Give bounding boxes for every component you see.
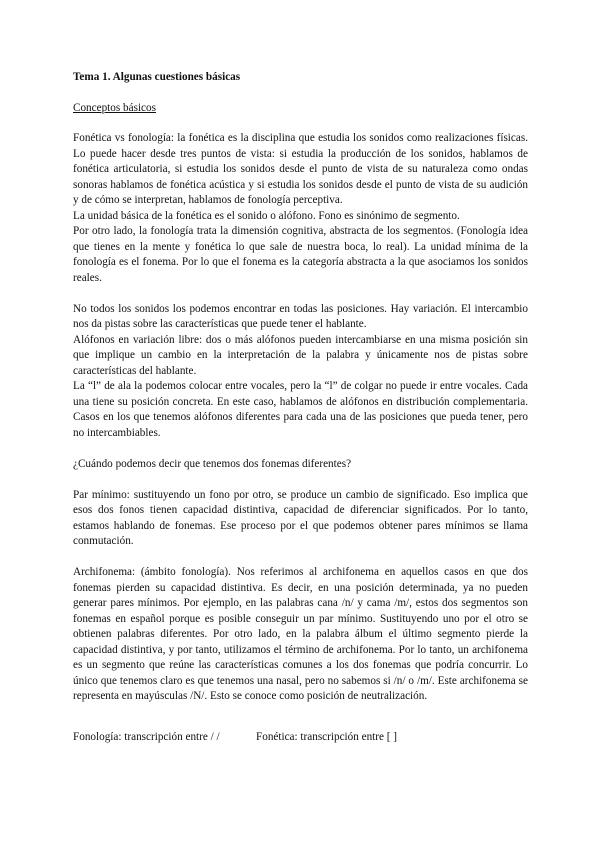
- fonetica-note: Fonética: transcripción entre [ ]: [256, 731, 398, 743]
- transcription-notes: [73, 730, 528, 746]
- paragraph-variacion-libre: Alófonos en variación libre: dos o más alófonos pueden intercambiarse en una misma posición sin que implique un cambio en la interpretación de la palabra y únicamente nos de pistas sobre características del hablante.: [73, 333, 528, 377]
- paragraph-par-minimo: Par mínimo: sustituyendo un fono por otro, se produce un cambio de significado. Eso implica que esos dos fonos tienen capacidad distintiva, capacidad de diferenciar significados. Por lo tanto, estamos hablando de fonemas. Ese proceso por el que podemos obtener pares mínimos se llama conmutación.: [73, 488, 528, 547]
- document-title: Tema 1. Algunas cuestiones básicas: [73, 71, 241, 83]
- fonologia-note: Fonología: transcripción entre / /: [73, 731, 220, 743]
- paragraph-archifonema: Archifonema: (ámbito fonología). Nos referimos al archifonema en aquellos casos en que dos fonemas pierden su capacidad distintiva. Es decir, en una posición determinada, ya no pueden generar pares mínimos. Por ejemplo, en las palabras cana /n/ y cama /m/, estos dos segmentos son fonemas en español porque es posible conseguir un par mínimo. Sustituyendo uno por el otro se obtienen palabras diferentes. Por otro lado, en la palabra álbum el último segmento pierde la capacidad distintiva, y por tanto, utilizamos el término de archifonema. Por lo tanto, un archifonema es un segmento que reúne las características comunes a los dos fonemas que podría concurrir. Lo único que tenemos claro es que tenemos una nasal, pero no sabemos si /n/ o /m/. Este archifonema se representa en mayúsculas /N/. Esto se conoce como posición de neutralización.: [73, 566, 528, 702]
- paragraph-distribucion-complementaria: La “l” de ala la podemos colocar entre vocales, pero la “l” de colgar no puede ir entre vocales. Cada una tiene su posición concreta. En este caso, hablamos de alófonos en distribución complementaria. Casos en los que tenemos alófonos diferentes para cada una de las posiciones que pueda tener, pero no intercambiables.: [73, 380, 528, 439]
- section-heading: Conceptos básicos: [73, 101, 156, 114]
- paragraph-unidad-basica: La unidad básica de la fonética es el sonido o alófono. Fono es sinónimo de segmento.: [73, 209, 460, 222]
- paragraph-variacion: No todos los sonidos los podemos encontrar en todas las posiciones. Hay variación. El intercambio nos da pistas sobre las características que puede tener el hablante.: [73, 302, 528, 330]
- question-heading: ¿Cuándo podemos decir que tenemos dos fonemas diferentes?: [73, 457, 352, 470]
- document-page: [73, 70, 528, 746]
- paragraph-fonetica-vs-fonologia: Fonética vs fonología: la fonética es la disciplina que estudia los sonidos como realizaciones físicas. Lo puede hacer desde tres puntos de vista: si estudia la producción de los sonidos, hablamos de fonética articulatoria, si estudia los sonidos desde el punto de vista de su naturaleza como ondas sonoras hablamos de fonética acústica y si estudia los sonidos desde el punto de vista de su audición y de cómo se interpretan, hablamos de fonología perceptiva.: [73, 132, 528, 206]
- paragraph-fonologia: Por otro lado, la fonología trata la dimensión cognitiva, abstracta de los segmentos. (Fonología idea que tienes en la mente y fonética lo que sale de nuestra boca, lo real). La unidad mínima de la fonología es el fonema. Por lo que el fonema es la categoría abstracta a la que asociamos los sonidos reales.: [73, 225, 528, 284]
